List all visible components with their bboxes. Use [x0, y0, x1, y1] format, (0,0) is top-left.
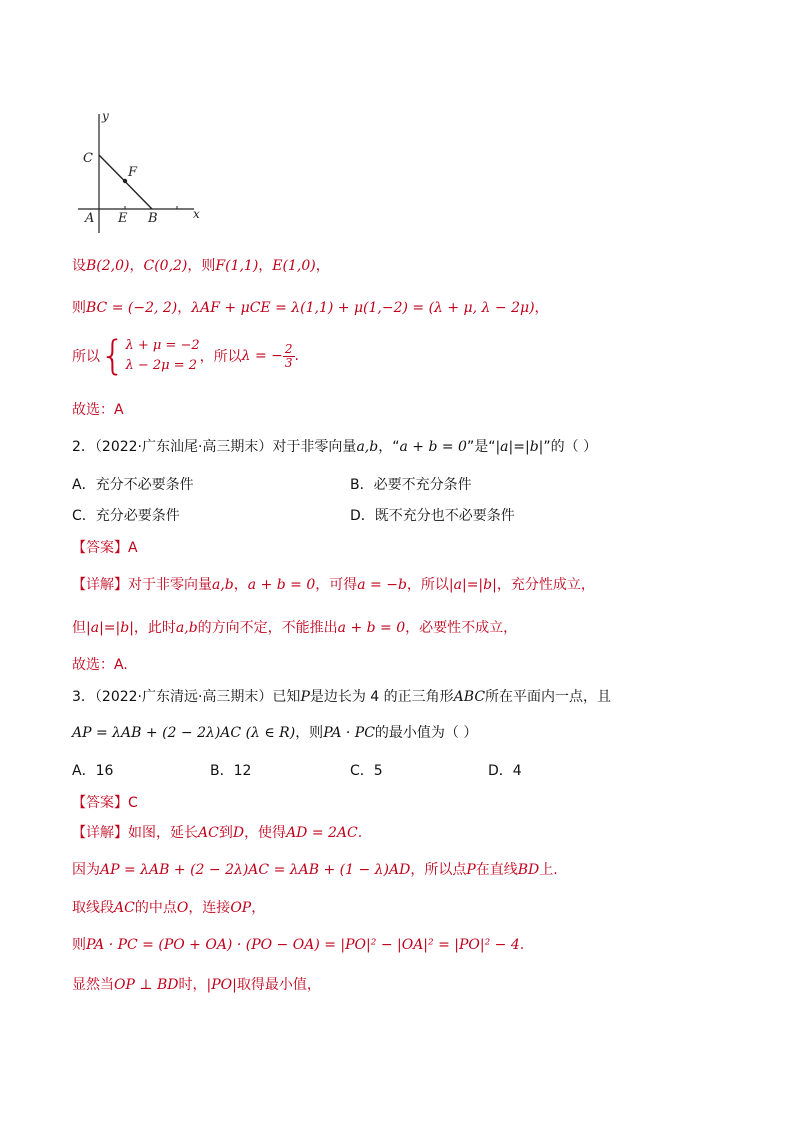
q3-option-b: B．12 — [210, 763, 252, 779]
q3-detail-line3 — [72, 897, 265, 917]
text: ，此时 — [133, 620, 176, 636]
q3-detail-line1 — [72, 822, 362, 842]
q3-stem-line2 — [72, 722, 477, 742]
q3-detail-line5 — [72, 974, 321, 994]
q2-option-a: A．充分不必要条件 — [72, 477, 194, 493]
text: ，则 — [295, 725, 324, 741]
math: OP ⊥ BD — [114, 977, 179, 993]
math: PA · PC — [323, 725, 375, 741]
label-f: F — [128, 165, 138, 180]
text: ，“ — [378, 439, 400, 455]
coordinate-figure — [70, 108, 210, 238]
text: ，可得 — [315, 577, 358, 593]
math: a,b — [356, 439, 379, 455]
text: 设 — [72, 258, 86, 274]
text: 时， — [178, 977, 207, 993]
math: |a|=|b| — [86, 620, 134, 636]
text: ，所以 — [199, 349, 242, 365]
math: a = −b — [357, 577, 407, 593]
text: ，充分性成立， — [496, 577, 595, 593]
math: BC = (−2, 2) — [86, 300, 178, 316]
text: 所在平面内一点，且 — [485, 689, 612, 705]
math: B(2,0) — [86, 258, 130, 274]
text: 因为 — [72, 862, 100, 878]
math: a + b = 0 — [247, 577, 316, 593]
text: 3．（2022·广东清远·高三期末）已知 — [72, 689, 301, 705]
text: ，必要性不成立， — [405, 620, 518, 636]
text: 【详解】 — [72, 577, 128, 593]
text: 的方向不定，不能推出 — [197, 620, 338, 636]
math: AD = 2AC — [286, 825, 358, 841]
q2-detail-line1: 【详解】对于非零向量a,b，a + b = 0，可得a = −b，所以|a|=|b|，充分性成立， — [72, 577, 595, 593]
sol1-line3: 所以{ λ + μ = −2 λ − 2μ = 2 ，所以λ = − $\frac{2}{3}$ . — [72, 333, 299, 379]
q3-detail-line2 — [72, 859, 558, 879]
math: D — [232, 825, 245, 841]
text: 所以 — [72, 349, 100, 365]
math: OP — [230, 900, 252, 916]
q3-option-d: D．4 — [488, 763, 522, 779]
math: P — [466, 862, 476, 878]
text: 的最小值为（ ） — [374, 725, 478, 741]
text: ”是“ — [466, 439, 496, 455]
text: ”的（ ） — [543, 439, 598, 455]
label-c: C — [83, 151, 93, 166]
sol1-line1: 设B(2,0)，C(0,2)，则F(1,1)，E(1,0)， — [72, 258, 330, 274]
text: . — [357, 825, 363, 841]
text: 2．（2022·广东汕尾·高三期末）对于非零向量 — [72, 439, 357, 455]
math: a,b — [175, 620, 198, 636]
math: a,b — [212, 577, 234, 593]
text: 上. — [539, 862, 558, 878]
denominator: 3 — [284, 355, 293, 370]
sol1-choose: 故选：A — [72, 402, 124, 418]
text: 的中点 — [134, 900, 177, 916]
text: 则 — [72, 937, 86, 953]
q2-option-d: D．既不充分也不必要条件 — [350, 508, 515, 524]
axis-label-y: y — [102, 109, 109, 123]
math: |a|=|b| — [495, 439, 544, 455]
text: 显然当 — [72, 977, 114, 993]
math: ABC — [453, 689, 486, 705]
point-f — [123, 179, 127, 183]
text: 如图，延长 — [128, 825, 198, 841]
numerator: 2 — [284, 341, 293, 356]
axis-label-x: x — [193, 207, 200, 221]
equation-system — [125, 336, 199, 376]
q2-option-b: B．必要不充分条件 — [350, 477, 472, 493]
text: 取线段 — [72, 900, 114, 916]
text: 对于非零向量 — [128, 577, 212, 593]
q2-choose: 故选：A. — [72, 657, 128, 673]
q3-option-c: C．5 — [350, 763, 383, 779]
text: 【详解】 — [72, 825, 128, 841]
text: ，使得 — [244, 825, 287, 841]
text: ，则 — [187, 258, 216, 274]
math: PA · PC = (PO + OA) · (PO − OA) = |PO|² − |OA|² = |PO|² − 4 — [86, 937, 520, 953]
q3-detail-line4 — [72, 934, 524, 954]
math: a + b = 0 — [337, 620, 406, 636]
math: a + b = 0 — [399, 439, 467, 455]
q2-stem — [72, 436, 597, 456]
label-a: A — [85, 211, 95, 226]
math: P — [300, 689, 310, 705]
math: λ = − — [241, 348, 283, 364]
text: 到 — [218, 825, 233, 841]
math: λAF + μCE = λ(1,1) + μ(1,−2) = (λ + μ, λ − 2μ) — [191, 300, 535, 316]
text: ，所以 — [406, 577, 449, 593]
q3-answer: 【答案】C — [72, 795, 138, 811]
text: ， — [251, 900, 266, 916]
q2-option-c: C．充分必要条件 — [72, 508, 180, 524]
math: O — [176, 900, 189, 916]
label-e: E — [118, 211, 128, 226]
text: 但 — [72, 620, 86, 636]
sol1-line2: 则BC = (−2, 2)，λAF + μCE = λ(1,1) + μ(1,−2) = (λ + μ, λ − 2μ)， — [72, 300, 549, 316]
q3-stem-line1 — [72, 686, 611, 706]
math: AC — [114, 900, 135, 916]
q3-option-a: A．16 — [72, 763, 114, 779]
math: AP = λAB + (2 − 2λ)AC = λAB + (1 − λ)AD — [100, 862, 411, 878]
math: |a|=|b| — [448, 577, 497, 593]
math: |PO| — [206, 977, 237, 993]
eq-row: λ + μ = −2 — [125, 338, 200, 353]
text: . — [519, 937, 525, 953]
eq-row: λ − 2μ = 2 — [125, 358, 197, 373]
text: 取得最小值， — [236, 977, 321, 993]
text: 则 — [72, 300, 86, 316]
q2-detail-line2 — [72, 617, 517, 637]
math: AC — [198, 825, 219, 841]
text: ，所以点 — [410, 862, 467, 878]
math: AP = λAB + (2 − 2λ)AC (λ ∈ R) — [72, 725, 296, 741]
math: C(0,2) — [143, 258, 188, 274]
text: 是边长为 4 的正三角形 — [309, 689, 454, 705]
text: ，连接 — [188, 900, 231, 916]
q2-answer: 【答案】A — [72, 540, 138, 556]
math: BD — [517, 862, 540, 878]
text: 在直线 — [475, 862, 518, 878]
math: E(1,0) — [272, 258, 316, 274]
label-b: B — [148, 211, 158, 226]
math: F(1,1) — [215, 258, 259, 274]
fraction — [283, 343, 295, 370]
brace-glyph: { — [100, 333, 126, 379]
